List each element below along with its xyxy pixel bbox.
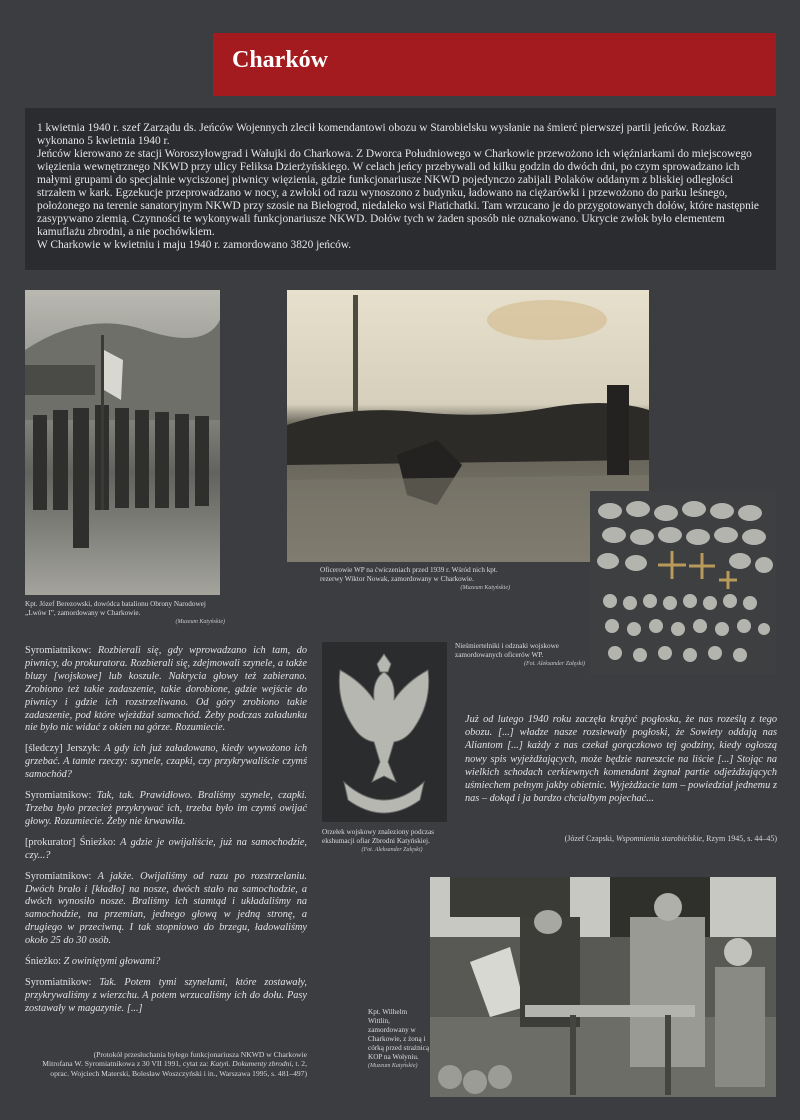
speech: A gdy ich już załadowano, kiedy wywożono ich grzebać. A tamte rzeczy: szynele, czapki, czy przykrywaliście czymś samochód?: [25, 743, 307, 781]
caption-text: Nieśmiertelniki i odznaki wojskowe zamordowanych oficerów WP.: [455, 642, 559, 659]
speech: Z owiniętymi głowami?: [63, 956, 161, 968]
testimony-paragraph: [25, 871, 307, 948]
caption-dog-tags: [455, 642, 585, 669]
speech: A jakże. Owijaliśmy od razu po rozstrzelaniu. Dwóch brało i [kładło] na nosze, dwóch stało na samochodzie, a dwóch wynosiło nosze. Braliśmy ich stamtąd i układaliśmy na samochodzie, na przemian, jednego głową w jedną stronę, a drugiego w przeciwną. I tak stopniowo do brzegu, ładowaliśmy około 25 do 30 osób.: [25, 870, 307, 947]
speaker: [śledczy] Jerszyk:: [25, 743, 101, 755]
caption-source: (Fot. Aleksander Załęski): [523, 661, 585, 667]
source-text: (Protokół przesłuchania byłego funkcjonariusza NKWD w Charkowie: [93, 1050, 307, 1059]
intro-paragraph: Jeńców kierowano ze stacji Woroszyłowgrad i Wałujki do Charkowa. Z Dworca Południowego w Charkowie przewożono ich więźniarkami do miejscowego więzienia wewnętrznego NKWD przy ulicy Feliksa Dzierżyńskiego. W celach jeńcy przebywali od kilku godzin do dwóch dni, po czym sprowadzano ich małymi grupami do specjalnie wyciszonej piwnicy więzienia, gdzie funkcjonariusze NKWD pojedynczo zabijali Polaków oddanym z bliskiej odległości strzałem w kark. Egzekucje przeprowadzano w nocy, a zwłoki od razu wynoszono z budynku, ładowano na ciężarówki i przewożono do parku leśnego, położonego na terenie sanatoryjnym NKWD przy szosie na Biełogrod, niedaleko wsi Piatichatki. Tam wrzucano je do przygotowanych dołów, które następnie zasypywano ziemią. Czynności te wykonywali funkcjonariusze NKWD. Dołów tych w żaden sposób nie oznakowano. Ukrycie zwłok było elementem kamuflażu zbrodni, a nie pochówkiem.: [37, 148, 759, 238]
caption-berezowski: [25, 600, 225, 627]
testimony-paragraph: [25, 837, 307, 863]
testimony-paragraph: [25, 645, 307, 735]
photo-eagle: [322, 642, 447, 822]
speaker: Syromiatnikow:: [25, 645, 92, 656]
quote-place: , Rzym 1945, s. 44–45): [702, 834, 777, 843]
source-book-title: Katyń. Dokumenty zbrodni: [210, 1059, 292, 1069]
caption-source: (Muzeum Katyńskie): [368, 1063, 418, 1069]
caption-text: Orzełek wojskowy znaleziony podczas ekshumacji ofiar Zbrodni Katyńskiej.: [322, 828, 434, 845]
intro-box: [25, 108, 776, 270]
testimony-paragraph: [25, 743, 307, 782]
testimony-source: [25, 1050, 307, 1078]
source-text: Mitrofana W. Syromiatnikowa z 30 VII 1991, cytat za:: [42, 1059, 209, 1069]
caption-source: (Muzeum Katyńskie): [460, 585, 510, 591]
quote-source: [465, 834, 777, 843]
speech: Tak. Potem tymi szynelami, które zostawały, przykrywaliśmy z wierzchu. A potem wrzucaliśmy ich do dołu. Pasy zostawały w magazynie. [...]: [25, 976, 308, 1014]
speaker: Syromiatnikow:: [25, 976, 92, 988]
page-title-bar: [213, 33, 776, 96]
quote-book-title: Wspomnienia starobielskie: [615, 834, 703, 843]
caption-exercises: [320, 566, 510, 593]
photo-wittlin-image: [430, 877, 776, 1097]
caption-text: Kpt. Józef Berezowski, dowódca batalionu Obrony Narodowej „Lwów I”, zamordowany w Charkowie.: [25, 600, 206, 617]
caption-eagle: [322, 828, 462, 855]
photo-berezowski: [25, 290, 220, 595]
speaker: Śnieżko:: [25, 956, 62, 968]
eagle-emblem-icon: [322, 642, 447, 822]
caption-source: (Fot. Aleksander Załęski): [361, 847, 423, 853]
caption-text: Kpt. Wilhelm Wittlin, zamordowany w Charkowie, z żoną i córką przed strażnicą KOP na Wołyniu.: [368, 1008, 430, 1061]
speech: Rozbierali się, gdy wprowadzano ich tam, do piwnicy, do prokuratora. Rozbierali się, zdejmowali szynele, a także bluzy [wojskowe] lub koszule. Nakrycia głowy też zabierano. Zrobiono też takie zadaszenie, takie dorobione, gdzie wejście do piwnicy i gdzie ich rozstrzeliwano. Od góry zrobiono takie zadaszenie, pod które wjeżdżał samochód. Żeby podczas załadunku nie było nic widać z okien na górze. Rozumiecie.: [25, 645, 308, 734]
photo-dog-tags-image: [590, 491, 776, 674]
page-title: Charków: [232, 47, 329, 73]
caption-text: Oficerowie WP na ćwiczeniach przed 1939 r. Wśród nich kpt. rezerwy Wiktor Nowak, zamordowany w Charkowie.: [320, 566, 498, 583]
source-text: , t. 2, oprac. Wojciech Materski, Bolesław Woszczyński i in., Warszawa 1995, s. 481–497): [50, 1059, 307, 1078]
speaker: [prokurator] Śnieżko:: [25, 836, 116, 848]
speaker: Syromiatnikow:: [25, 870, 92, 882]
speech: A gdzie je owijaliście, już na samochodzie, czy...?: [25, 836, 307, 861]
testimony-paragraph: [25, 956, 307, 969]
speaker: Syromiatnikow:: [25, 790, 92, 802]
testimony-paragraph: [25, 977, 307, 1016]
testimony-text: [25, 645, 307, 1024]
photo-wittlin: [430, 877, 776, 1097]
photo-berezowski-image: [25, 290, 220, 595]
caption-source: (Muzeum Katyńskie): [175, 619, 225, 625]
testimony-paragraph: [25, 790, 307, 829]
quote-author: (Józef Czapski,: [564, 834, 616, 843]
caption-wittlin: [368, 1008, 430, 1071]
intro-paragraph: W Charkowie w kwietniu i maju 1940 r. zamordowano 3820 jeńców.: [37, 239, 352, 251]
czapski-quote: Już od lutego 1940 roku zaczęła krążyć pogłoska, że nas roześlą z tego obozu. [...] władze nasze rozsiewały pogłoski, że Sowiety oddają nas Aliantom [...] każdy z nas czekał gorączkowo tej godziny, kiedy ogłoszą nowy spis wyjeżdżających, może będzie nareszcie na liście [...] Stojąc na wielkich schodach cerkiewnych komendant żegnał partie odjeżdżających uśmiechem pełnym jakby obietnic. Wyjeżdżacie tam – powiedział jednemu z nas – dokąd i ja bardzo chciałbym pojechać...: [465, 714, 777, 805]
photo-dog-tags: [590, 491, 776, 674]
speech: Tak, tak. Prawidłowo. Braliśmy szynele, czapki. Trzeba było przecież przykrywać ich, trzeba było im czymś owijać głowy. Rozumiecie. Żeby nie krwawiła.: [25, 790, 308, 827]
intro-paragraph: 1 kwietnia 1940 r. szef Zarządu ds. Jeńców Wojennych zlecił komendantowi obozu w Starobielsku wysłanie na śmierć pierwszej partii jeńców. Rozkaz wykonano 5 kwietnia 1940 r.: [37, 122, 726, 147]
